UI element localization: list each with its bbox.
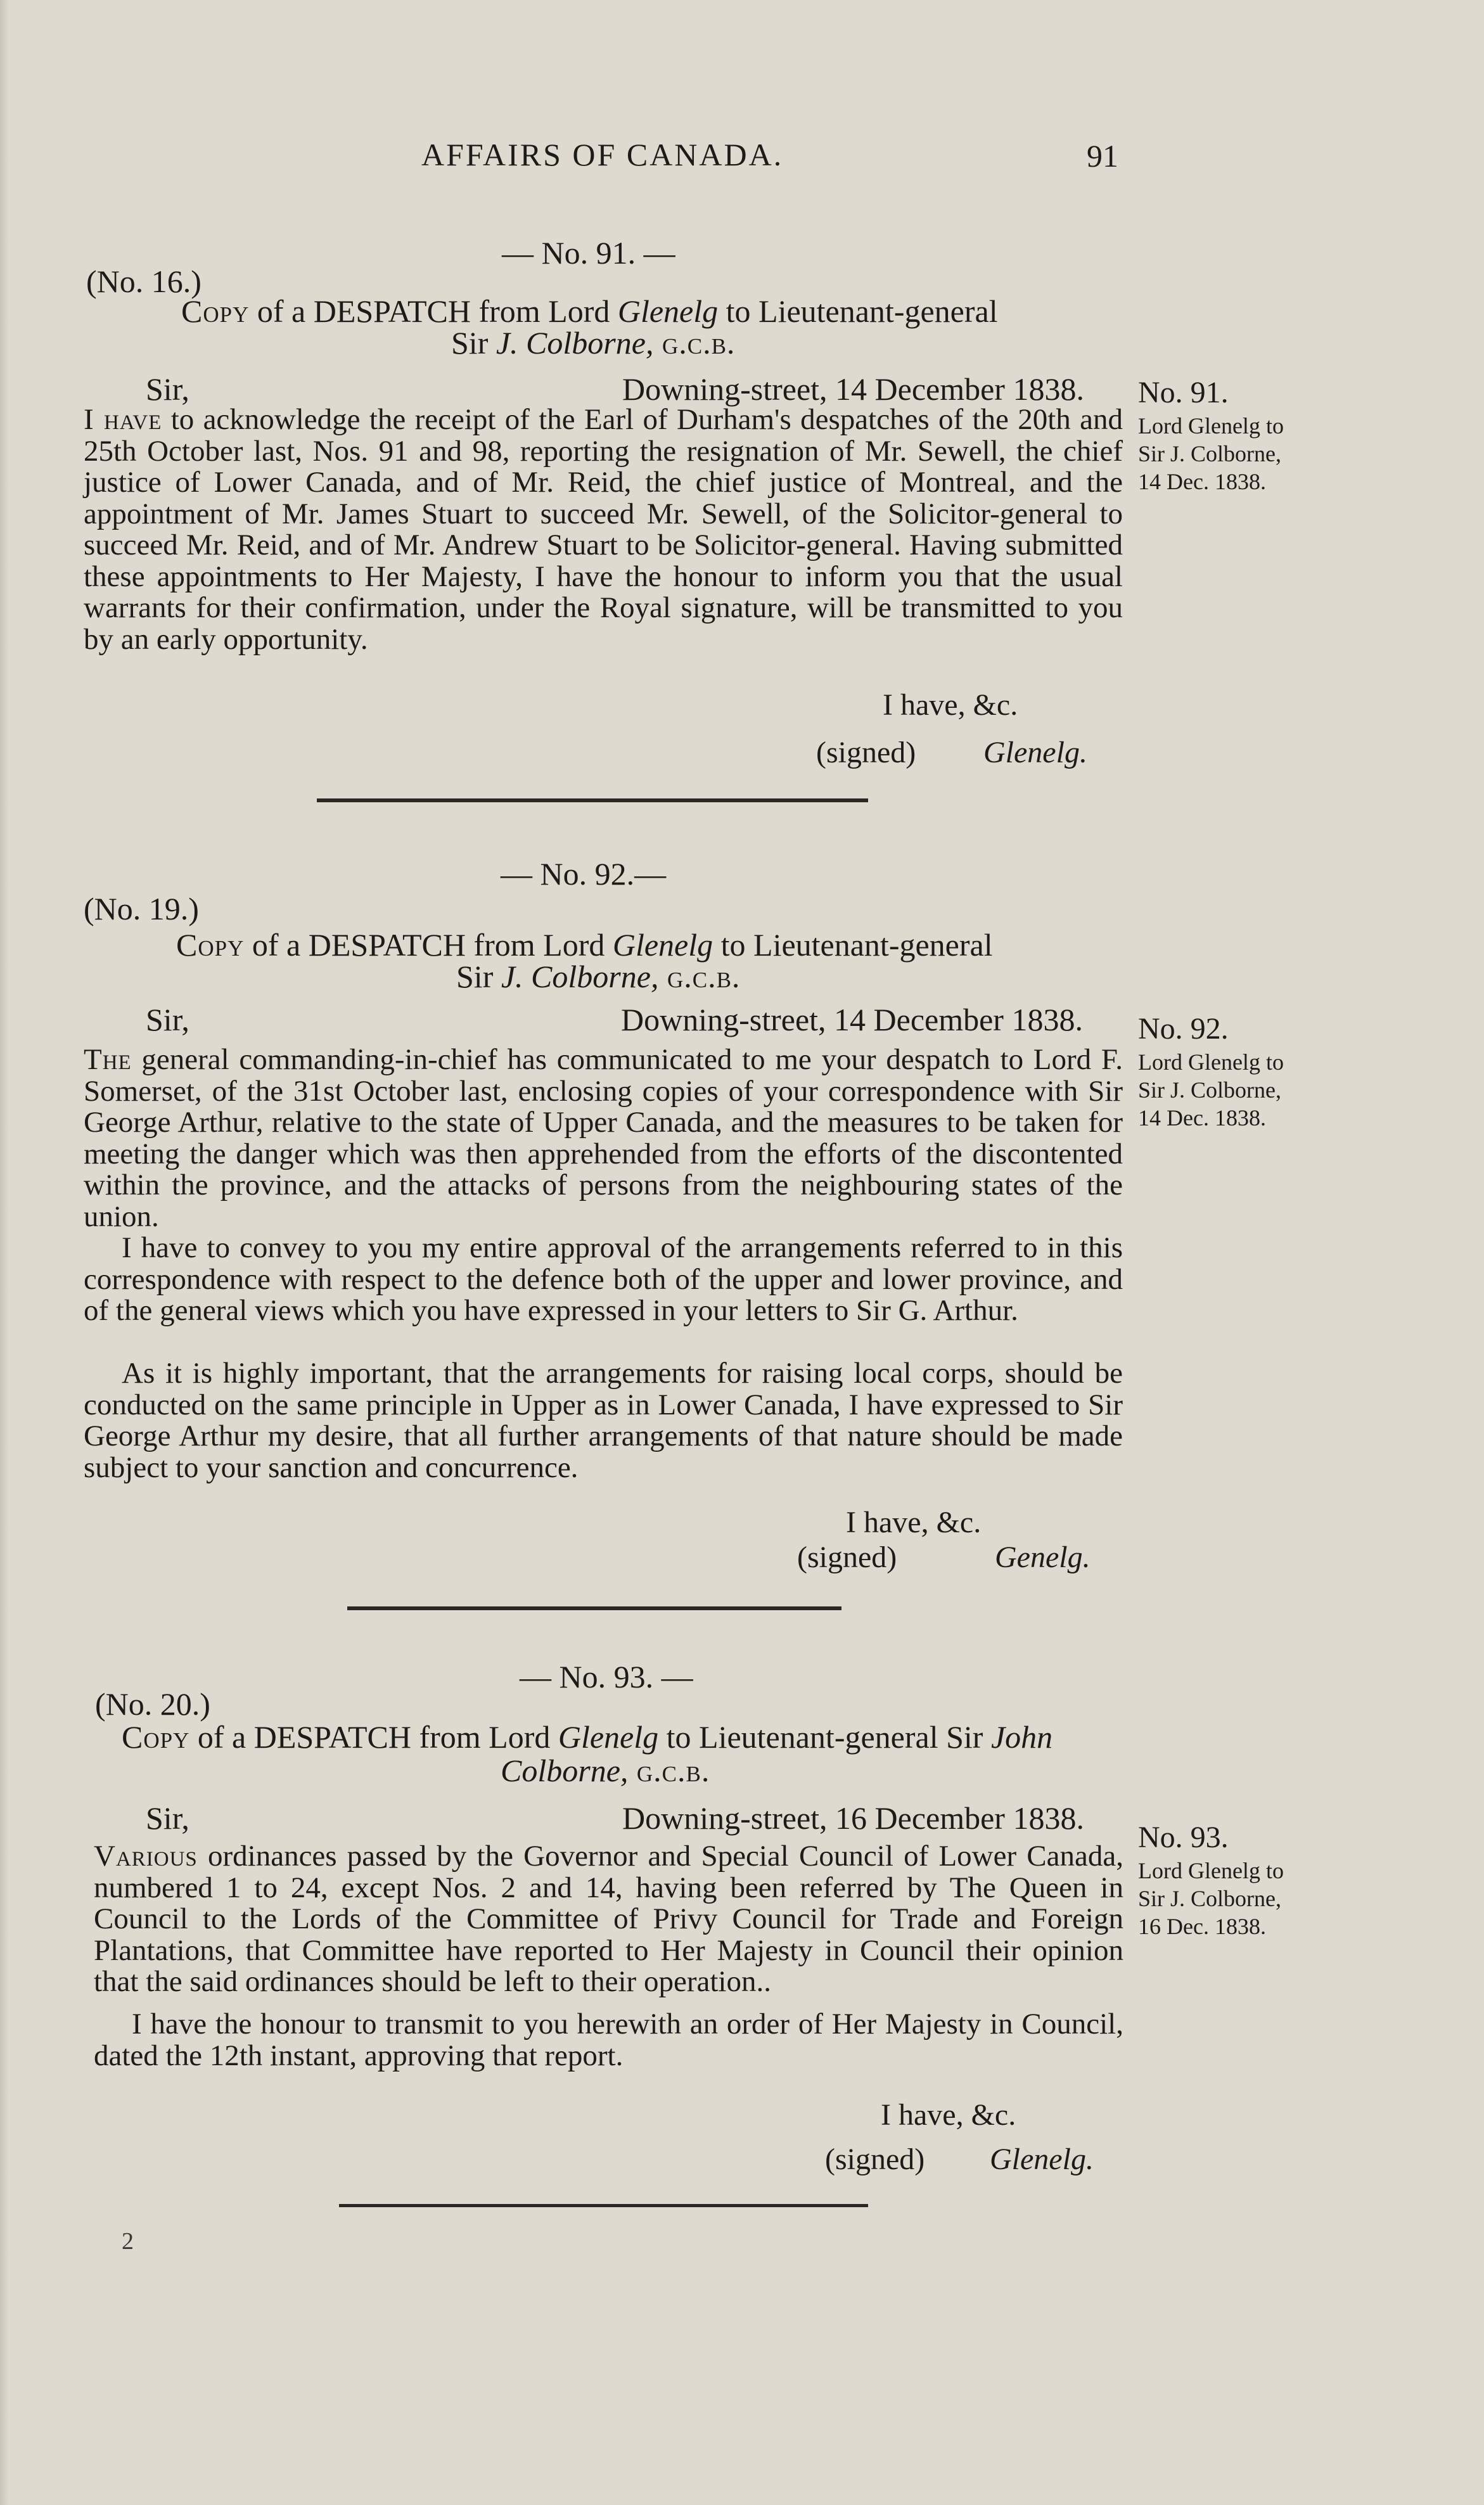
despatch-heading: — No. 91. — — [502, 235, 675, 271]
closing: I have, &c. — [883, 688, 1018, 722]
signature: Glenelg. — [990, 2143, 1094, 2176]
signed-label: (signed) — [797, 1541, 897, 1574]
despatch-heading: — No. 93. — — [520, 1659, 693, 1695]
signed-label: (signed) — [825, 2143, 925, 2176]
despatch-number: (No. 19.) — [84, 891, 199, 926]
page-number: 91 — [1087, 138, 1118, 174]
letter-paragraph: As it is highly important, that the arrangements for raising local corps, should be conducted on the same principle in Upper as in Lower Canada, I have expressed to Sir George Arthur my desire, that all further arrangements of that nature should be made subject to your sanction and concurrence. — [84, 1357, 1123, 1484]
signature: Genelg. — [995, 1541, 1091, 1574]
despatch-title-continued: Sir J. Colborne, g.c.b. — [451, 325, 736, 361]
despatch-heading: — No. 92.— — [501, 856, 667, 892]
page-header — [0, 136, 1484, 181]
despatch-title-continued: Sir J. Colborne, g.c.b. — [456, 959, 741, 994]
place-date: Downing-street, 14 December 1838. — [622, 371, 1084, 407]
section-divider — [347, 1606, 841, 1610]
signature-mark: 2 — [122, 2228, 134, 2255]
despatch-title-continued: Colborne, g.c.b. — [501, 1753, 710, 1788]
place-date: Downing-street, 14 December 1838. — [621, 1002, 1083, 1037]
letter-paragraph: Various ordinances passed by the Governor and Special Council of Lower Canada, numbered 1 to 24, except Nos. 2 and 14, having been referred by The Queen in Council to the Lords of the Committee of Privy Council for Trade and Foreign Plantations, that Committee have reported to Her Majesty in Council their opinion that the said ordinances should be left to their operation.. — [94, 1840, 1123, 1998]
margin-note: No. 93. Lord Glenelg to Sir J. Colborne, 16 Dec. 1838. — [1138, 1821, 1284, 1939]
margin-note: No. 92. Lord Glenelg to Sir J. Colborne, 14 Dec. 1838. — [1138, 1012, 1284, 1131]
margin-note: No. 91. Lord Glenelg to Sir J. Colborne, 14 Dec. 1838. — [1138, 376, 1284, 494]
signed-label: (signed) — [816, 736, 916, 769]
signature: Glenelg. — [983, 736, 1087, 769]
place-date: Downing-street, 16 December 1838. — [622, 1800, 1084, 1836]
letter-paragraph: The general commanding-in-chief has communicated to me your despatch to Lord F. Somerset, of the 31st October last, enclosing copies of your correspondence with Sir George Arthur, relative to the state of Upper Canada, and the measures to be taken for meeting the danger which was then apprehended from the efforts of the discontented within the province, and the attacks of persons from the neighbouring states of the union. — [84, 1043, 1123, 1233]
despatch-number: (No. 20.) — [95, 1686, 210, 1722]
closing: I have, &c. — [846, 1506, 982, 1539]
despatch-title: Copy of a DESPATCH from Lord Glenelg to Lieutenant-general — [181, 293, 998, 329]
closing: I have, &c. — [881, 2098, 1016, 2132]
letter-paragraph: I have the honour to transmit to you herewith an order of Her Majesty in Council, dated the 12th instant, approving that report. — [94, 2008, 1123, 2072]
letter-paragraph: I have to acknowledge the receipt of the Earl of Durham's despatches of the 20th and 25th October last, Nos. 91 and 98, reporting the resignation of Mr. Sewell, the chief justice of Lower Canada, and of Mr. Reid, the chief justice of Montreal, and the appointment of Mr. James Stuart to succeed Mr. Sewell, of the Solicitor-general to succeed Mr. Reid, and of Mr. Andrew Stuart to be Solicitor-general. Having submitted these appointments to Her Majesty, I have the honour to inform you that the usual warrants for their confirmation, under the Royal signature, will be transmitted to you by an early opportunity. — [84, 403, 1123, 656]
salutation: Sir, — [146, 1002, 189, 1037]
running-title: AFFAIRS OF CANADA. — [421, 137, 784, 172]
despatch-title: Copy of a DESPATCH from Lord Glenelg to Lieutenant-general Sir John — [122, 1719, 1053, 1755]
section-divider — [317, 798, 868, 802]
page-edge — [0, 0, 9, 2505]
salutation: Sir, — [146, 371, 189, 407]
letter-paragraph: I have to convey to you my entire approval of the arrangements referred to in this correspondence with respect to the defence both of the upper and lower province, and of the general views which you have expressed in your letters to Sir G. Arthur. — [84, 1231, 1123, 1327]
despatch-number: (No. 16.) — [86, 264, 201, 299]
salutation: Sir, — [146, 1800, 189, 1836]
despatch-title: Copy of a DESPATCH from Lord Glenelg to Lieutenant-general — [176, 927, 993, 963]
section-divider — [339, 2204, 868, 2207]
